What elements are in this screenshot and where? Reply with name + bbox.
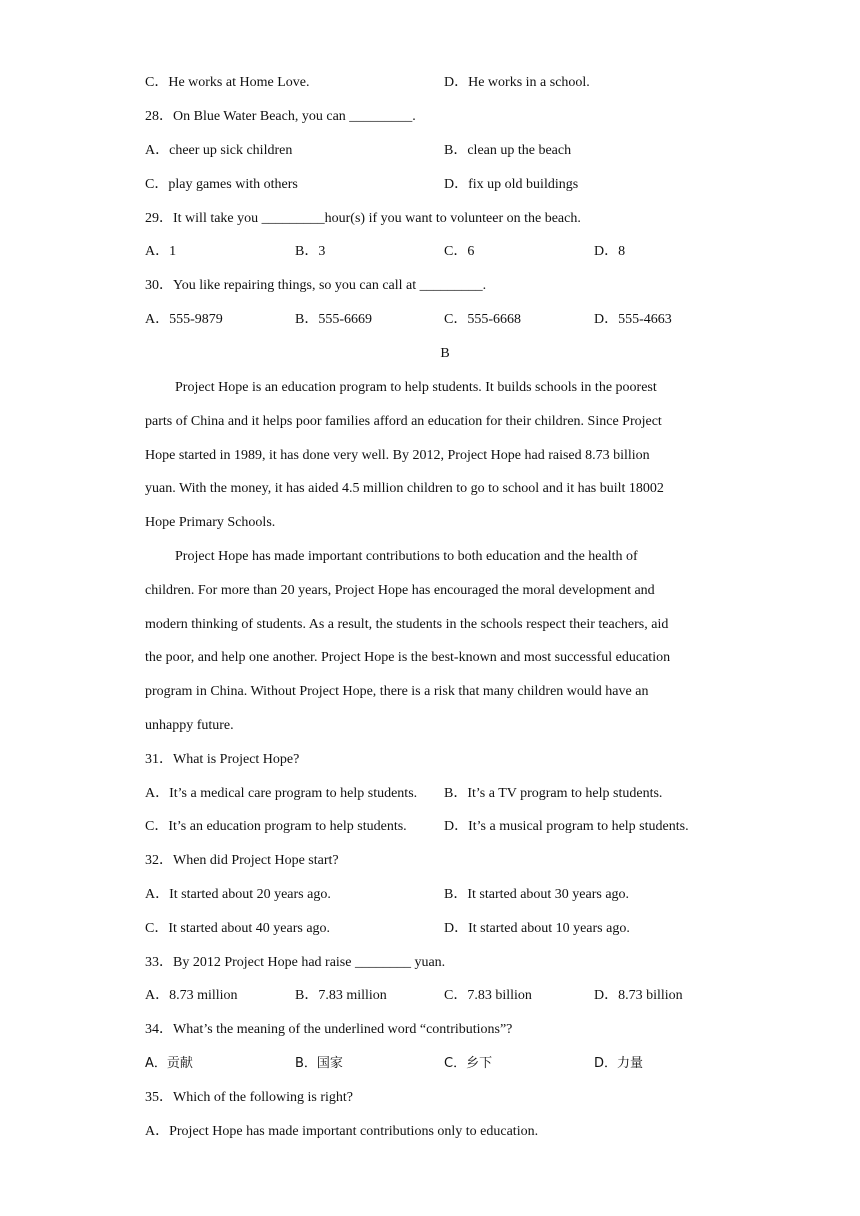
- q33-stem: 33．By 2012 Project Hope had raise ________ yuan.: [145, 955, 446, 970]
- q35-stem: 35．Which of the following is right?: [145, 1090, 354, 1105]
- q28-option-a: A．cheer up sick children: [145, 143, 293, 158]
- q31-stem: 31．What is Project Hope?: [145, 752, 300, 767]
- q31-option-b: B．It’s a TV program to help students.: [444, 786, 663, 801]
- passage-line: children. For more than 20 years, Project Hope has encouraged the moral development and: [145, 583, 655, 598]
- passage-line: Hope Primary Schools.: [145, 515, 276, 530]
- q32-option-c: C．It started about 40 years ago.: [145, 921, 331, 936]
- q33-option-a: A．8.73 million: [145, 988, 238, 1003]
- passage-line: yuan. With the money, it has aided 4.5 million children to go to school and it has built 18002: [145, 481, 664, 496]
- q28-option-c: C．play games with others: [145, 177, 298, 192]
- passage-line: Project Hope has made important contributions to both education and the health of: [175, 549, 638, 564]
- q33-option-b: B．7.83 million: [295, 988, 387, 1003]
- q27-option-c: C．He works at Home Love.: [145, 75, 310, 90]
- q34-stem: 34．What’s the meaning of the underlined word “contributions”?: [145, 1022, 513, 1037]
- q34-option-d: D．力量: [594, 1056, 644, 1071]
- q29-option-c: C．6: [444, 244, 475, 259]
- q31-option-c: C．It’s an education program to help students.: [145, 819, 407, 834]
- q29-option-b: B．3: [295, 244, 326, 259]
- q35-option-a: A．Project Hope has made important contributions only to education.: [145, 1124, 539, 1139]
- q28-option-d: D．fix up old buildings: [444, 177, 579, 192]
- q30-option-d: D．555-4663: [594, 312, 672, 327]
- q34-option-b: B．国家: [295, 1056, 343, 1071]
- q28-stem: 28．On Blue Water Beach, you can _________.: [145, 109, 416, 124]
- passage-line: modern thinking of students. As a result, the students in the schools respect their teachers, aid: [145, 617, 669, 632]
- q29-option-a: A．1: [145, 244, 177, 259]
- q30-stem: 30．You like repairing things, so you can call at _________.: [145, 278, 487, 293]
- q28-option-b: B．clean up the beach: [444, 143, 572, 158]
- q29-option-d: D．8: [594, 244, 626, 259]
- q30-option-a: A．555-9879: [145, 312, 223, 327]
- q29-stem: 29．It will take you _________hour(s) if you want to volunteer on the beach.: [145, 211, 581, 226]
- passage-line: Hope started in 1989, it has done very well. By 2012, Project Hope had raised 8.73 billion: [145, 448, 650, 463]
- q30-option-b: B．555-6669: [295, 312, 372, 327]
- q30-option-c: C．555-6668: [444, 312, 521, 327]
- section-b-heading: B: [440, 346, 450, 361]
- passage-line: parts of China and it helps poor families afford an education for their children. Since Project: [145, 414, 662, 429]
- q31-option-d: D．It’s a musical program to help students.: [444, 819, 689, 834]
- q32-option-d: D．It started about 10 years ago.: [444, 921, 630, 936]
- q33-option-d: D．8.73 billion: [594, 988, 683, 1003]
- q32-option-b: B．It started about 30 years ago.: [444, 887, 630, 902]
- q34-option-a: A．贡献: [145, 1056, 193, 1071]
- q27-option-d: D．He works in a school.: [444, 75, 590, 90]
- q32-stem: 32．When did Project Hope start?: [145, 853, 339, 868]
- passage-line: Project Hope is an education program to help students. It builds schools in the poorest: [175, 380, 657, 395]
- q33-option-c: C．7.83 billion: [444, 988, 532, 1003]
- q32-option-a: A．It started about 20 years ago.: [145, 887, 331, 902]
- passage-line: program in China. Without Project Hope, there is a risk that many children would have an: [145, 684, 649, 699]
- passage-line: unhappy future.: [145, 718, 234, 733]
- passage-line: the poor, and help one another. Project Hope is the best-known and most successful education: [145, 650, 671, 665]
- q31-option-a: A．It’s a medical care program to help students.: [145, 786, 418, 801]
- q34-option-c: C．乡下: [444, 1056, 493, 1071]
